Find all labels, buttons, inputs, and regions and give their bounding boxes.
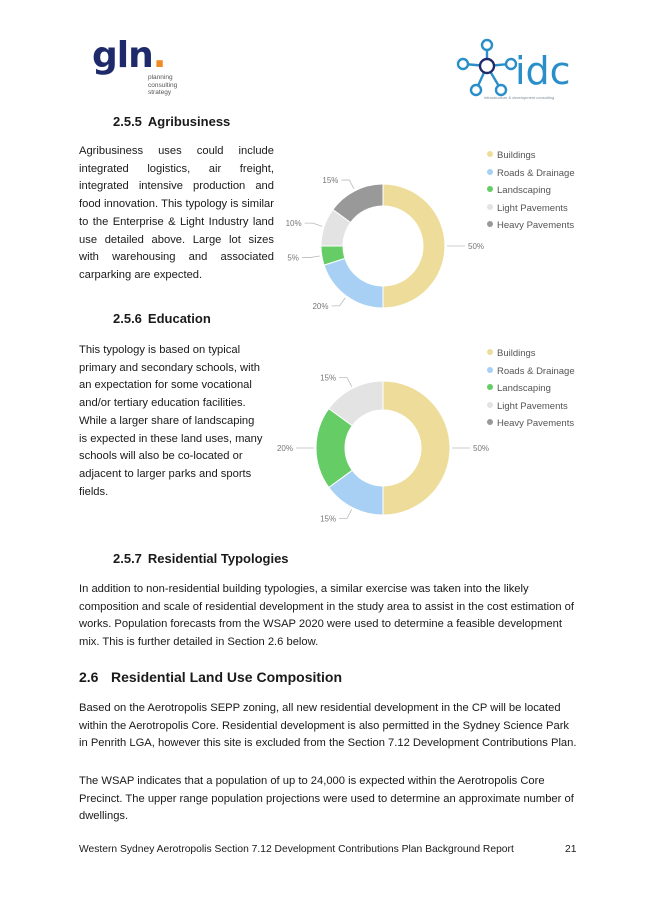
label-leader-line (302, 256, 320, 258)
slice-value-label: 5% (287, 253, 299, 263)
section-title: Residential Typologies (147, 551, 289, 566)
label-leader-line (339, 378, 352, 387)
legend-label: Heavy Pavements (497, 220, 575, 231)
legend-item-roads-drainage (487, 363, 575, 381)
label-leader-line (341, 180, 354, 189)
agribusiness-paragraph: Agribusiness uses could include integrated logistics, air freight, integrated intensive production and food innovation. This typology is similar to the Enterprise & Light Industry land use detailed above. Large lot sizes with warehousing and associated carparking are expected. (79, 145, 274, 281)
gln-logo-tagline (148, 74, 177, 97)
legend-swatch (487, 384, 493, 390)
legend-item-landscaping (487, 380, 575, 398)
residential-typologies-paragraph: In addition to non-residential building typologies, a similar exercise was taken into the likely composition and scale of residential development in the study area to assist in the cost estimation of works. Population forecasts from the WSAP 2020 were used to determine a feasible development mix. This is further detailed in Section 2.6 below. (79, 583, 575, 649)
gln-logo-word: gln (92, 35, 153, 76)
slice-value-label: 20% (312, 301, 329, 311)
section-heading-residential-land-use (79, 669, 342, 685)
legend-swatch (487, 186, 493, 192)
label-leader-line (339, 509, 352, 518)
section-number: 2.6 (79, 669, 99, 685)
education-donut-chart (275, 370, 495, 525)
label-leader-line (332, 298, 346, 306)
gln-tagline-line: strategy (148, 89, 172, 96)
page-number: 21 (565, 844, 577, 855)
legend-item-light-pavements (487, 200, 575, 218)
slice-value-label: 10% (285, 219, 302, 229)
slice-value-label: 15% (320, 514, 337, 524)
legend-swatch (487, 204, 493, 210)
section-title: Residential Land Use Composition (111, 669, 343, 685)
section-heading-education (113, 311, 211, 326)
agribusiness-donut-chart (275, 160, 495, 320)
idc-logo-tagline: infrastructure & development consulting (484, 95, 555, 100)
legend-swatch (487, 367, 493, 373)
residential-land-use-paragraph-2: The WSAP indicates that a population of up to 24,000 is expected within the Aerotropolis Core Precinct. The upper range population projections were used to determine an approximate number of dwellings. (79, 775, 574, 823)
slice-value-label: 15% (320, 373, 337, 383)
legend-item-heavy-pavements (487, 217, 575, 235)
slice-value-label: 50% (473, 444, 490, 453)
footer-title: Western Sydney Aerotropolis Section 7.12 Development Contributions Plan Background Report (79, 844, 514, 855)
section-heading-agribusiness (113, 114, 230, 129)
legend-label: Light Pavements (497, 400, 568, 412)
donut-slice-buildings (383, 381, 450, 515)
gln-tagline-line: consulting (148, 81, 178, 89)
slice-value-label: 20% (276, 444, 293, 453)
section-number: 2.5.6 (113, 311, 142, 326)
section-title: Education (147, 311, 211, 326)
legend-swatch (487, 221, 493, 227)
legend-label: Roads & Drainage (497, 365, 575, 377)
agribusiness-chart-legend (487, 147, 575, 235)
legend-item-buildings (487, 345, 575, 363)
legend-swatch (487, 349, 493, 355)
legend-label: Roads & Drainage (497, 167, 575, 179)
legend-label: Buildings (497, 348, 536, 359)
legend-swatch (487, 169, 493, 175)
section-title: Agribusiness (147, 114, 231, 129)
section-heading-residential-typologies (113, 551, 289, 566)
slice-value-label: 50% (468, 242, 485, 251)
legend-label: Landscaping (497, 185, 551, 196)
gln-logo-dot: . (152, 35, 166, 76)
education-paragraph: This typology is based on typical primary and secondary schools, with an expectation for some vocational and/or tertiary education facilities. While a larger share of landscaping is expected in these land uses, many schools will also be co-located or adjacent to larger parks and sports fields. (79, 344, 263, 498)
legend-item-roads-drainage (487, 165, 575, 183)
label-leader-line (305, 223, 323, 226)
education-chart-legend (487, 345, 575, 433)
slice-value-label: 15% (322, 176, 339, 186)
legend-label: Heavy Pavements (497, 418, 575, 429)
legend-label: Landscaping (497, 383, 551, 394)
legend-item-landscaping (487, 182, 575, 200)
idc-logo-word: idc (515, 49, 571, 93)
section-number: 2.5.7 (113, 551, 142, 566)
residential-land-use-paragraph-1: Based on the Aerotropolis SEPP zoning, all new residential development in the CP will be located within the Aerotropolis Core. Residential development is also permitted in the Sydney Science Park in Penrith LGA, however this site is excluded from the Section 7.12 Development Contributions Plan. (79, 702, 577, 750)
idc-network-icon (452, 36, 518, 102)
legend-swatch (487, 151, 493, 157)
gln-logo (92, 35, 166, 76)
donut-slice-roads-drainage (324, 258, 383, 308)
section-number: 2.5.5 (113, 114, 142, 129)
legend-label: Light Pavements (497, 202, 568, 214)
legend-swatch (487, 419, 493, 425)
legend-label: Buildings (497, 150, 536, 161)
gln-tagline-line: planning (148, 74, 173, 81)
legend-item-heavy-pavements (487, 415, 575, 433)
legend-item-light-pavements (487, 398, 575, 416)
legend-item-buildings (487, 147, 575, 165)
donut-slice-buildings (383, 184, 445, 308)
legend-swatch (487, 402, 493, 408)
